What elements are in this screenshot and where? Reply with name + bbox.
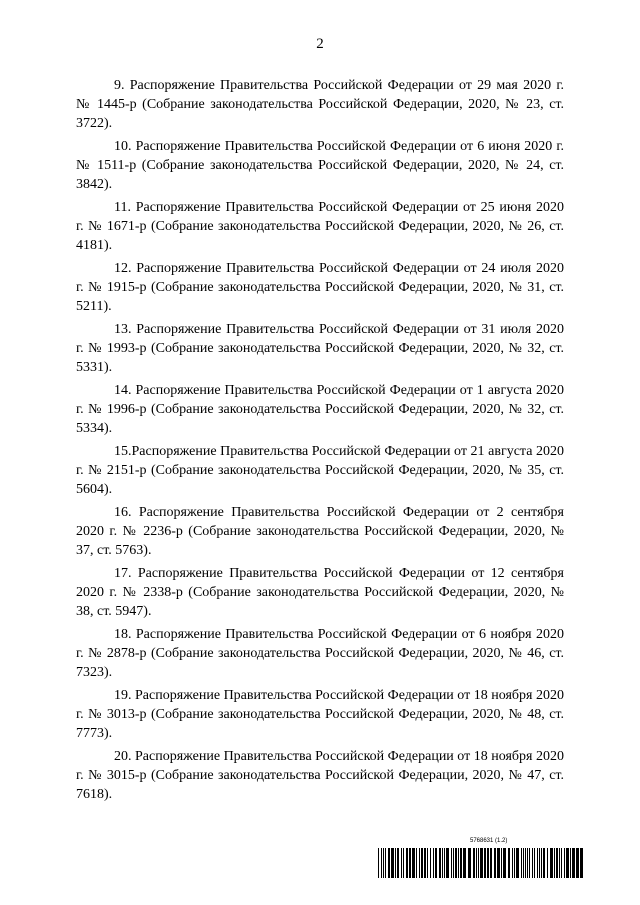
- list-item: 18. Распоряжение Правительства Российской Федерации от 6 ноября 2020 г. № 2878-р (Собрание законодательства Российской Федерации, 2020, № 46, ст. 7323).: [76, 627, 564, 680]
- list-item: 19. Распоряжение Правительства Российской Федерации от 18 ноября 2020 г. № 3013-р (Собрание законодательства Российской Федерации, 2020, № 48, ст. 7773).: [76, 688, 564, 741]
- list-item: 15.Распоряжение Правительства Российской Федерации от 21 августа 2020 г. № 2151-р (Собрание законодательства Российской Федерации, 2020, № 35, ст. 5604).: [76, 444, 564, 497]
- barcode-icon: [378, 848, 584, 878]
- list-item: 20. Распоряжение Правительства Российской Федерации от 18 ноября 2020 г. № 3015-р (Собрание законодательства Российской Федерации, 2020, № 47, ст. 7618).: [76, 749, 564, 802]
- list-item: 9. Распоряжение Правительства Российской Федерации от 29 мая 2020 г. № 1445-р (Собрание законодательства Российской Федерации, 2020, № 23, ст. 3722).: [76, 78, 564, 131]
- list-item: 10. Распоряжение Правительства Российской Федерации от 6 июня 2020 г. № 1511-р (Собрание законодательства Российской Федерации, 2020, № 24, ст. 3842).: [76, 139, 564, 192]
- list-item: 13. Распоряжение Правительства Российской Федерации от 31 июля 2020 г. № 1993-р (Собрание законодательства Российской Федерации, 2020, № 32, ст. 5331).: [76, 322, 564, 375]
- list-item: 14. Распоряжение Правительства Российской Федерации от 1 августа 2020 г. № 1996-р (Собрание законодательства Российской Федерации, 2020, № 32, ст. 5334).: [76, 383, 564, 436]
- list-item: 17. Распоряжение Правительства Российской Федерации от 12 сентября 2020 г. № 2338-р (Собрание законодательства Российской Федерации, 2020, № 38, ст. 5947).: [76, 566, 564, 619]
- list-item: 16. Распоряжение Правительства Российской Федерации от 2 сентября 2020 г. № 2236-р (Собрание законодательства Российской Федерации, 2020, № 37, ст. 5763).: [76, 505, 564, 558]
- page-number: 2: [316, 36, 324, 52]
- list-item: 11. Распоряжение Правительства Российской Федерации от 25 июня 2020 г. № 1671-р (Собрание законодательства Российской Федерации, 2020, № 26, ст. 4181).: [76, 200, 564, 253]
- document-body: [76, 76, 564, 808]
- barcode-caption: 5768631 (1.2): [470, 838, 508, 844]
- barcode-block: [378, 838, 584, 880]
- list-item: 12. Распоряжение Правительства Российской Федерации от 24 июля 2020 г. № 1915-р (Собрание законодательства Российской Федерации, 2020, № 31, ст. 5211).: [76, 261, 564, 314]
